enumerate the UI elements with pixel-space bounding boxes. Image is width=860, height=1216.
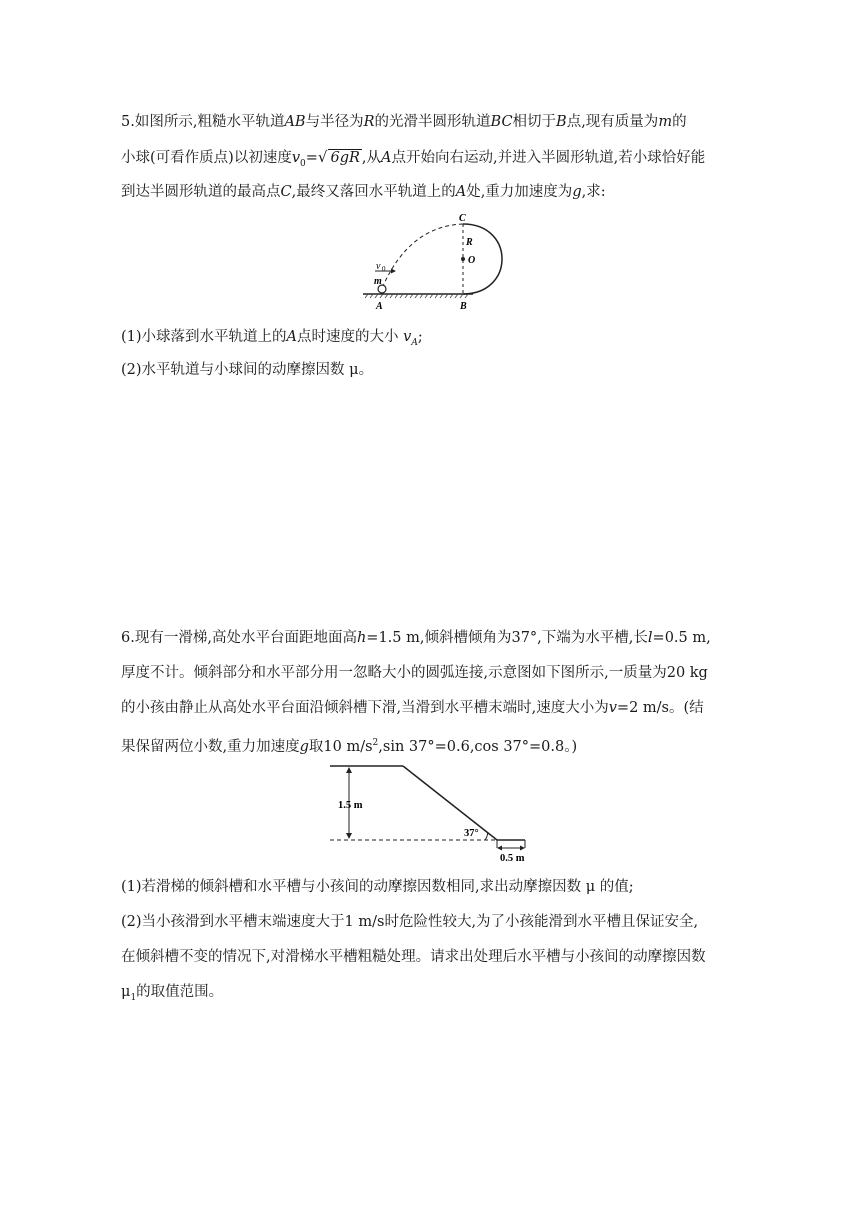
label-angle: 37° [464, 828, 479, 839]
p5-figure [355, 212, 515, 312]
p6-line-2: 厚度不计。倾斜部分和水平部分用一忽略大小的圆弧连接,示意图如下图所示,一质量为20 kg [121, 665, 708, 681]
p5-question-1: (1)小球落到水平轨道上的A点时速度的大小 $v_A$; [121, 329, 423, 348]
p6-line-3: 的小孩由静止从高处水平台面沿倾斜槽下滑,当滑到水平槽末端时,速度大小为v=2 m/s。(结 [121, 700, 704, 716]
p5-line-2: 小球(可看作质点)以初速度$v_0=√$ 6gR ,从A点开始向右运动,并进入半圆形轨道,若小球恰好能 [121, 148, 706, 169]
label-height: 1.5 m [338, 800, 363, 811]
p6-line-1: 6.现有一滑梯,高处水平台面距地面高h=1.5 m,倾斜槽倾角为37°,下端为水平槽,长l=0.5 m, [121, 630, 711, 646]
label-m: m [374, 276, 382, 287]
label-O: O [468, 255, 476, 266]
p6-question-2-line-3: $\mu_1$的取值范围。 [121, 984, 224, 1003]
p5-question-2: (2)水平轨道与小球间的动摩擦因数 μ。 [121, 362, 374, 378]
p5-line-1: 5.如图所示,粗糙水平轨道AB与半径为R的光滑半圆形轨道BC相切于B点,现有质量为m的 [121, 114, 687, 130]
label-A: A [376, 301, 383, 312]
label-R: R [466, 237, 473, 248]
p5-line-3: 到达半圆形轨道的最高点C,最终又落回水平轨道上的A处,重力加速度为g,求: [121, 184, 606, 200]
label-C: C [459, 213, 466, 224]
label-B: B [460, 301, 467, 312]
p6-question-2-line-1: (2)当小孩滑到水平槽末端速度大于1 m/s时危险性较大,为了小孩能滑到水平槽且保证安全, [121, 914, 699, 930]
p6-figure [325, 758, 540, 868]
p6-question-1: (1)若滑梯的倾斜槽和水平槽与小孩间的动摩擦因数相同,求出动摩擦因数 μ 的值; [121, 879, 634, 895]
p6-line-4: 果保留两位小数,重力加速度g取10 $m/s^2,\sin$ 37°=0.6,cos 37°=0.8。) [121, 738, 578, 755]
sqrt-expression: 6gR [330, 150, 360, 166]
label-length: 0.5 m [500, 853, 525, 864]
label-v0: v [376, 261, 381, 272]
p6-question-2-line-2: 在倾斜槽不变的情况下,对滑梯水平槽粗糙处理。请求出处理后水平槽与小孩间的动摩擦因数 [121, 949, 706, 965]
label-v0-sub: 0 [382, 265, 386, 273]
